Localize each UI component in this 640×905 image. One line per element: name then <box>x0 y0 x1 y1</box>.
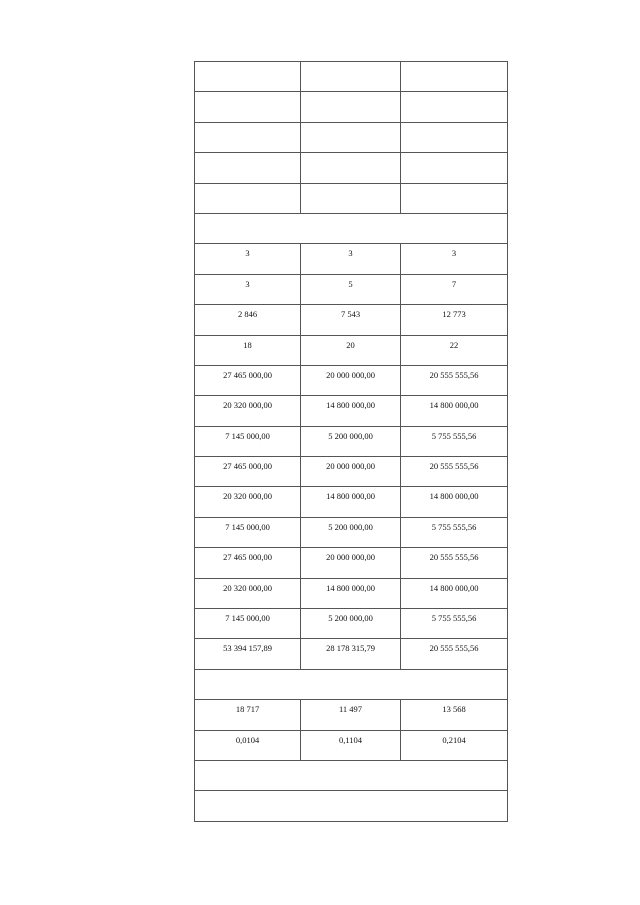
table-cell <box>195 396 301 426</box>
data-table <box>194 61 508 822</box>
table-cell <box>301 578 401 608</box>
table-cell <box>401 122 508 152</box>
table-cell <box>301 396 401 426</box>
table-row-blank <box>195 92 508 122</box>
table-row-blank <box>195 122 508 152</box>
cell-value: 11 497 <box>338 704 363 715</box>
cell-value: 0,1104 <box>338 734 363 745</box>
cell-value: 5 200 000,00 <box>328 430 373 441</box>
cell-value: 5 <box>348 278 353 289</box>
table-row <box>195 274 508 304</box>
table-cell <box>401 62 508 92</box>
table-cell <box>301 92 401 122</box>
table-cell <box>301 305 401 335</box>
cell-value: 20 320 000,00 <box>223 491 272 502</box>
table-row <box>195 487 508 517</box>
table-cell <box>195 730 301 760</box>
table-cell <box>401 274 508 304</box>
cell-value: 14 800 000,00 <box>429 400 479 411</box>
cell-value: 7 145 000,00 <box>225 521 270 532</box>
cell-value: 20 555 555,56 <box>429 461 479 472</box>
cell-value: 3 <box>451 248 457 259</box>
table-row-blank <box>195 153 508 183</box>
table-cell <box>401 244 508 274</box>
table-cell <box>195 274 301 304</box>
cell-value: 20 000 000,00 <box>326 461 375 472</box>
table-cell <box>401 517 508 547</box>
table-cell <box>195 609 301 639</box>
cell-value: 20 320 000,00 <box>223 582 272 593</box>
table-row <box>195 700 508 730</box>
table-row <box>195 244 508 274</box>
table-cell <box>301 153 401 183</box>
table-cell <box>301 335 401 365</box>
cell-value: 12 773 <box>442 309 466 320</box>
table-cell <box>401 700 508 730</box>
table-cell <box>301 457 401 487</box>
cell-value: 3 <box>245 278 250 289</box>
table-row <box>195 517 508 547</box>
table-row <box>195 548 508 578</box>
table-cell <box>195 517 301 547</box>
cell-value: 20 000 000,00 <box>326 369 375 380</box>
table-row <box>195 609 508 639</box>
table-cell <box>195 365 301 395</box>
table-cell <box>301 122 401 152</box>
table-cell <box>195 92 301 122</box>
table-cell <box>301 487 401 517</box>
table-cell <box>301 517 401 547</box>
table-cell <box>195 639 301 669</box>
cell-value: 20 555 555,56 <box>429 643 479 654</box>
cell-value: 14 800 000,00 <box>429 491 479 502</box>
table-row <box>195 426 508 456</box>
table-section-cell <box>195 213 508 243</box>
table-cell <box>301 609 401 639</box>
table-cell <box>401 578 508 608</box>
cell-value: 20 320 000,00 <box>223 400 272 411</box>
table-cell <box>301 548 401 578</box>
cell-value: 7 543 <box>340 309 361 320</box>
table-cell <box>301 365 401 395</box>
table-row <box>195 730 508 760</box>
table-cell <box>401 609 508 639</box>
cell-value: 0,2104 <box>442 734 466 745</box>
table-row-blank <box>195 62 508 92</box>
cell-value: 28 178 315,79 <box>326 643 375 654</box>
cell-value: 5 200 000,00 <box>328 613 373 624</box>
table-section-row <box>195 791 508 821</box>
table-section-cell <box>195 760 508 790</box>
table-section-cell <box>195 791 508 821</box>
table-cell <box>195 62 301 92</box>
table-cell <box>401 396 508 426</box>
table-cell <box>195 244 301 274</box>
table-section-row <box>195 669 508 699</box>
cell-value: 18 717 <box>235 704 260 715</box>
table-section-row <box>195 760 508 790</box>
table-cell <box>195 578 301 608</box>
cell-value: 20 555 555,56 <box>429 552 479 563</box>
table-cell <box>401 730 508 760</box>
table-cell <box>401 548 508 578</box>
table-cell <box>301 730 401 760</box>
cell-value: 7 145 000,00 <box>225 430 270 441</box>
table-row <box>195 578 508 608</box>
table-cell <box>301 62 401 92</box>
table-cell <box>401 365 508 395</box>
table-cell <box>401 457 508 487</box>
cell-value: 20 <box>346 339 355 350</box>
cell-value: 27 465 000,00 <box>223 461 272 472</box>
table-cell <box>401 305 508 335</box>
table-row <box>195 396 508 426</box>
cell-value: 22 <box>449 339 459 350</box>
cell-value: 13 568 <box>442 704 466 715</box>
cell-value: 14 800 000,00 <box>326 400 375 411</box>
table-row-blank <box>195 183 508 213</box>
table-cell <box>401 92 508 122</box>
table-row <box>195 365 508 395</box>
table-cell <box>401 153 508 183</box>
cell-value: 53 394 157,89 <box>223 643 272 654</box>
cell-value: 14 800 000,00 <box>326 582 375 593</box>
cell-value: 0,0104 <box>235 734 260 745</box>
table-cell <box>401 183 508 213</box>
cell-value: 14 800 000,00 <box>326 491 375 502</box>
table-cell <box>195 153 301 183</box>
table-section-row <box>195 213 508 243</box>
cell-value: 5 755 555,56 <box>431 521 477 532</box>
cell-value: 20 000 000,00 <box>326 552 375 563</box>
table-row <box>195 639 508 669</box>
section-label <box>195 214 507 218</box>
table-cell <box>401 426 508 456</box>
cell-value: 27 465 000,00 <box>223 369 272 380</box>
cell-value: 7 <box>451 278 457 289</box>
cell-value: 7 145 000,00 <box>225 613 270 624</box>
table-cell <box>195 122 301 152</box>
cell-value: 5 755 555,56 <box>431 430 477 441</box>
cell-value: 3 <box>348 248 353 259</box>
table-body <box>195 62 508 822</box>
table-row <box>195 335 508 365</box>
table-cell <box>401 335 508 365</box>
table-row <box>195 305 508 335</box>
table-cell <box>195 700 301 730</box>
table-cell <box>195 487 301 517</box>
cell-value: 3 <box>245 248 250 259</box>
cell-value: 18 <box>243 339 252 350</box>
table-cell <box>195 457 301 487</box>
cell-value: 5 755 555,56 <box>431 613 477 624</box>
cell-value: 2 846 <box>237 309 258 320</box>
section-label <box>195 761 507 765</box>
table-cell <box>195 335 301 365</box>
table-cell <box>301 274 401 304</box>
cell-value: 14 800 000,00 <box>429 582 479 593</box>
cell-value: 20 555 555,56 <box>429 369 479 380</box>
table-cell <box>401 487 508 517</box>
table-cell <box>301 639 401 669</box>
table-row <box>195 457 508 487</box>
table-cell <box>301 426 401 456</box>
table-section-cell <box>195 669 508 699</box>
table-cell <box>301 244 401 274</box>
table-cell <box>195 426 301 456</box>
table-cell <box>301 183 401 213</box>
cell-value: 5 200 000,00 <box>328 521 373 532</box>
table-cell <box>301 700 401 730</box>
table-cell <box>195 183 301 213</box>
table-cell <box>195 305 301 335</box>
cell-value: 27 465 000,00 <box>223 552 272 563</box>
section-label <box>195 670 507 674</box>
section-label <box>195 791 507 795</box>
table-cell <box>401 639 508 669</box>
table-cell <box>195 548 301 578</box>
